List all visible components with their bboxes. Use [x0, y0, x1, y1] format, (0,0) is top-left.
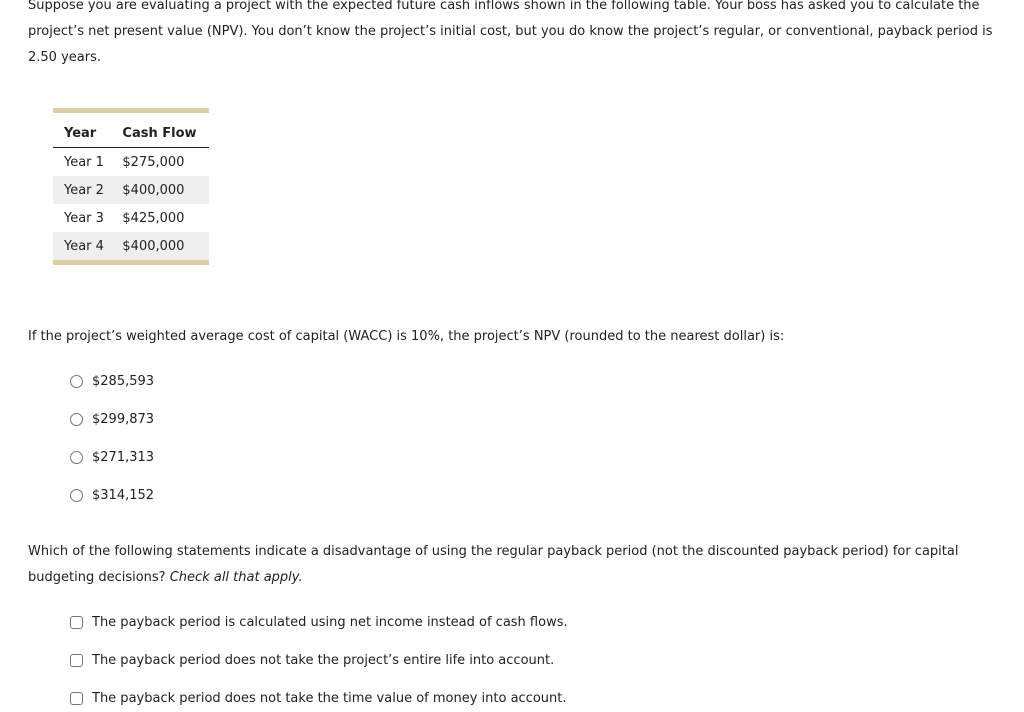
option-label: $299,873: [92, 411, 155, 427]
table-row: [53, 148, 209, 177]
radio-button[interactable]: [70, 451, 83, 464]
option-label: $271,313: [92, 449, 155, 465]
npv-option-1[interactable]: [70, 371, 154, 391]
radio-button[interactable]: [70, 489, 83, 502]
header-year: Year: [53, 111, 111, 148]
cell: $400,000: [111, 176, 209, 204]
option-label: $314,152: [92, 487, 155, 503]
disadvantage-option-3[interactable]: [70, 688, 567, 708]
question-2-body: Which of the following statements indicate a disadvantage of using the regular payback period (not the discounted payback period) for capital budgeting decisions?: [28, 544, 959, 585]
header-cash-flow: Cash Flow: [111, 111, 209, 148]
npv-option-3[interactable]: [70, 447, 154, 467]
disadvantage-option-2[interactable]: [70, 650, 554, 670]
cell: Year 3: [64, 210, 104, 226]
cell: Year 2: [53, 176, 111, 204]
table-row: [53, 176, 209, 204]
option-label: $285,593: [92, 373, 155, 389]
npv-option-4[interactable]: [70, 485, 154, 505]
table-row: [53, 232, 209, 263]
question-2-text: [28, 539, 998, 591]
cell: $425,000: [122, 210, 185, 226]
cell: $275,000: [122, 154, 185, 170]
cell: Year 4: [53, 232, 111, 263]
radio-button[interactable]: [70, 375, 83, 388]
option-label: The payback period does not take the project’s entire life into account.: [92, 652, 555, 668]
npv-option-2[interactable]: [70, 409, 154, 429]
checkbox[interactable]: [70, 654, 83, 667]
option-label: The payback period is calculated using net income instead of cash flows.: [92, 614, 568, 630]
disadvantage-option-1[interactable]: [70, 612, 568, 632]
checkbox[interactable]: [70, 692, 83, 705]
cash-flow-table: [53, 108, 209, 265]
table-header: [53, 111, 209, 148]
question-2-hint: Check all that apply.: [169, 570, 303, 585]
intro-text: Suppose you are evaluating a project with the expected future cash inflows shown in the following table. Your boss has asked you to calculate the project’s net present value (NPV). You don’t know the project’s initial cost, but you do know the project’s regular, or conventional, payback period is 2.50 years.: [28, 0, 993, 65]
question-1-text: If the project’s weighted average cost of capital (WACC) is 10%, the project’s NPV (rounded to the nearest dollar) is:: [28, 329, 785, 344]
cell: $400,000: [111, 232, 209, 263]
option-label: The payback period does not take the time value of money into account.: [92, 690, 567, 706]
table-row: [53, 204, 209, 232]
radio-button[interactable]: [70, 413, 83, 426]
cell: Year 1: [64, 154, 104, 170]
checkbox[interactable]: [70, 616, 83, 629]
